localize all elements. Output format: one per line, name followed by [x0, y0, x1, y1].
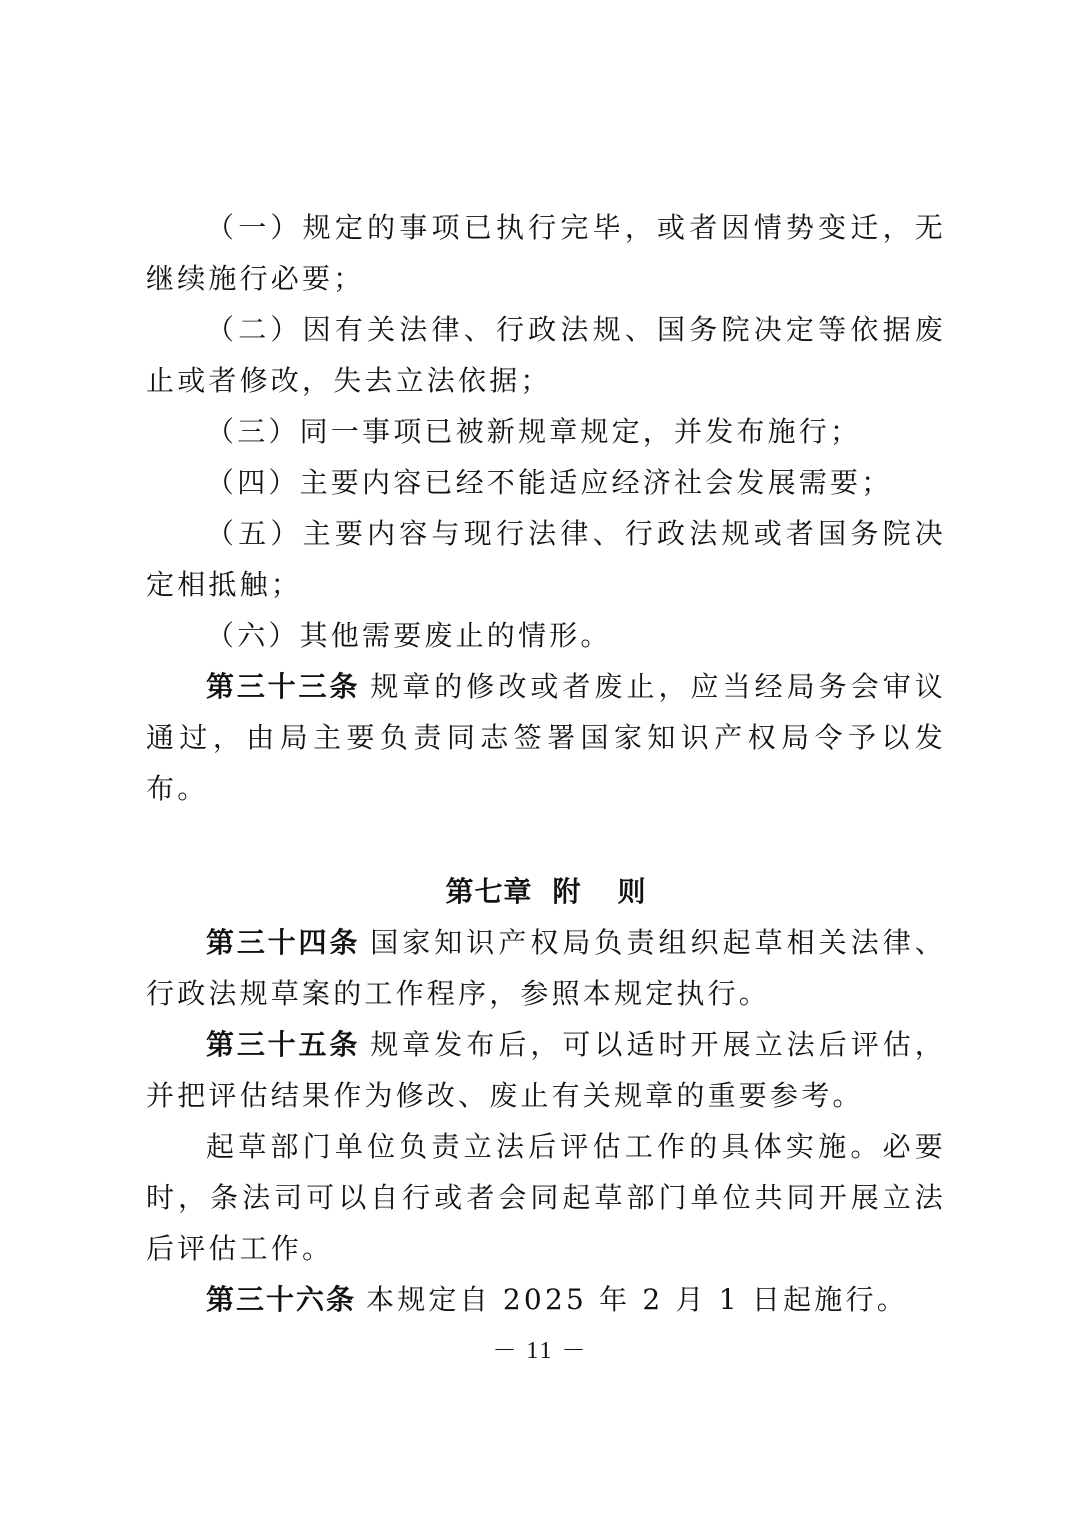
- article-33-text: 规章的修改或者废止，应当经局务会审议通过，由局主要负责同志签署国家知识产权局令予以发布。: [146, 670, 946, 805]
- article-36-text: 本规定自 2025 年 2 月 1 日起施行。: [366, 1283, 908, 1316]
- item-1: （一）规定的事项已执行完毕，或者因情势变迁，无继续施行必要；: [146, 211, 946, 295]
- article-35: [146, 1019, 946, 1121]
- item-2: （二）因有关法律、行政法规、国务院决定等依据废止或者修改，失去立法依据；: [146, 313, 946, 397]
- page-body: [146, 202, 946, 1325]
- article-34-text: 国家知识产权局负责组织起草相关法律、行政法规草案的工作程序，参照本规定执行。: [146, 926, 946, 1010]
- article-35-text: 规章发布后，可以适时开展立法后评估，并把评估结果作为修改、废止有关规章的重要参考。: [146, 1028, 946, 1112]
- article-36-label: 第三十六条: [206, 1283, 357, 1316]
- article-34-label: 第三十四条: [206, 926, 361, 959]
- item-6: （六）其他需要废止的情形。: [206, 619, 612, 652]
- chapter-title-2: 则: [617, 875, 647, 908]
- chapter-heading: [146, 866, 946, 917]
- article-33-label: 第三十三条: [206, 670, 361, 703]
- chapter-title-1: 附: [552, 875, 582, 908]
- article-35-paragraph-2: 起草部门单位负责立法后评估工作的具体实施。必要时，条法司可以自行或者会同起草部门单位共同开展立法后评估工作。: [146, 1130, 946, 1265]
- article-36: [146, 1274, 946, 1325]
- article-34: [146, 917, 946, 1019]
- chapter-number: 第七章: [445, 875, 533, 908]
- item-3: （三）同一事项已被新规章规定，并发布施行；: [206, 415, 862, 448]
- item-5: （五）主要内容与现行法律、行政法规或者国务院决定相抵触；: [146, 517, 946, 601]
- article-35-label: 第三十五条: [206, 1028, 361, 1061]
- page-number: － 11 －: [492, 1338, 588, 1364]
- item-4: （四）主要内容已经不能适应经济社会发展需要；: [206, 466, 893, 499]
- article-33: [146, 661, 946, 814]
